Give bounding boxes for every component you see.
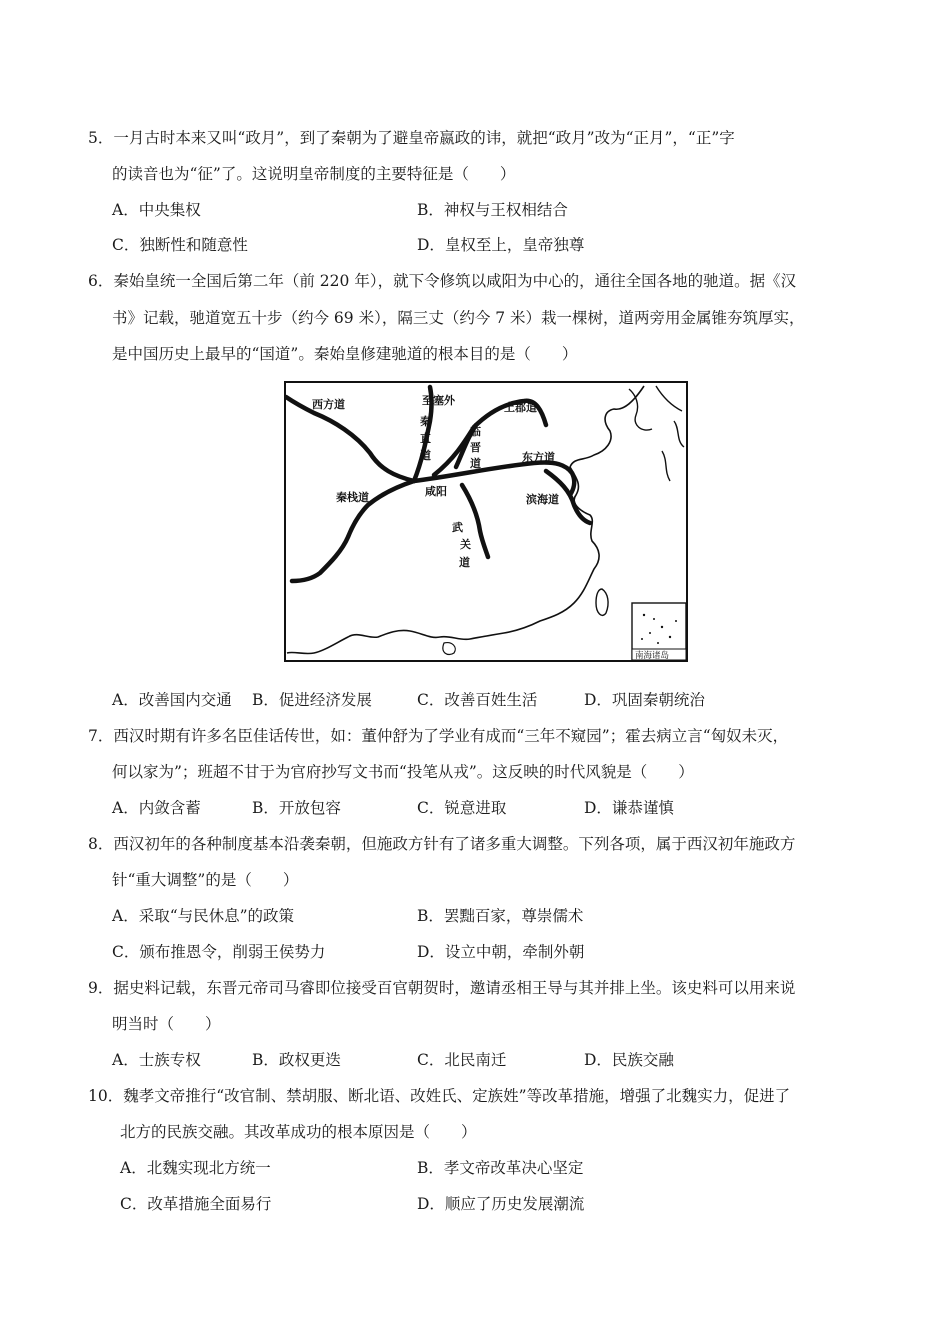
question-8-option-d[interactable]: D．设立中朝，牵制外朝 xyxy=(417,943,585,961)
question-7-option-c[interactable]: C．锐意进取 xyxy=(417,799,507,817)
question-6-stem-3: 是中国历史上最早的“国道”。秦始皇修建驰道的根本目的是（ ） xyxy=(112,345,578,363)
question-6-option-a[interactable]: A．改善国内交通 xyxy=(112,691,232,709)
question-9-option-b[interactable]: B．政权更迭 xyxy=(252,1051,341,1069)
label-linjin-1: 临 xyxy=(470,425,481,438)
question-10-option-a[interactable]: A．北魏实现北方统一 xyxy=(120,1159,271,1177)
question-6-stem-2: 书》记载，驰道宽五十步（约今 69 米），隔三丈（约今 7 米）栽一棵树，道两旁用金属锥夯筑厚实， xyxy=(112,309,805,327)
question-5-option-d[interactable]: D．皇权至上，皇帝独尊 xyxy=(417,236,585,254)
question-8-option-b[interactable]: B．罢黜百家，尊崇儒术 xyxy=(417,907,584,925)
label-linjin-2: 晋 xyxy=(470,441,481,454)
question-5-number: 5． xyxy=(88,129,114,147)
question-6-number: 6． xyxy=(88,272,114,290)
question-10-option-b[interactable]: B．孝文帝改革决心坚定 xyxy=(417,1159,584,1177)
label-binhai-road: 滨海道 xyxy=(526,493,559,506)
question-5-line-1 xyxy=(88,127,735,149)
question-7-line-1 xyxy=(88,725,788,747)
label-south-sea-islands: 南海诸岛 xyxy=(635,651,670,661)
label-east-road: 东方道 xyxy=(522,451,555,464)
label-xianyang: 咸阳 xyxy=(425,485,447,498)
question-9-stem-1: 据史料记载，东晋元帝司马睿即位接受百官朝贺时，邀请丞相王导与其并排上坐。该史料可以用来说 xyxy=(113,979,796,997)
question-7-stem-2: 何以家为”；班超不甘于为官府抄写文书而“投笔从戎”。这反映的时代风貌是（ ） xyxy=(112,763,694,781)
question-8-option-c[interactable]: C．颁布推恩令，削弱王侯势力 xyxy=(112,943,326,961)
question-9-stem-2: 明当时（ ） xyxy=(112,1015,221,1033)
question-8-stem-1: 西汉初年的各种制度基本沿袭秦朝，但施政方针有了诸多重大调整。下列各项，属于西汉初年施政方 xyxy=(113,835,796,853)
question-7-number: 7． xyxy=(88,727,114,745)
label-wuguan-1: 武 xyxy=(452,521,463,534)
question-10-stem-1: 魏孝文帝推行“改官制、禁胡服、断北语、改姓氏、定族姓”等改革措施，增强了北魏实力，促进了 xyxy=(123,1087,791,1105)
label-to-frontier: 至塞外 xyxy=(422,394,455,407)
label-zhidao-2: 直 xyxy=(420,432,431,445)
qin-roads-map xyxy=(284,381,688,662)
question-10-number: 10． xyxy=(88,1087,124,1105)
label-west-road: 西方道 xyxy=(312,398,345,411)
question-6-option-c[interactable]: C．改善百姓生活 xyxy=(417,691,538,709)
question-10-stem-2: 北方的民族交融。其改革成功的根本原因是（ ） xyxy=(120,1123,477,1141)
question-7-option-a[interactable]: A．内敛含蓄 xyxy=(112,799,201,817)
question-9-option-d[interactable]: D．民族交融 xyxy=(584,1051,674,1069)
question-8-line-1 xyxy=(88,833,795,855)
question-5-option-c[interactable]: C．独断性和随意性 xyxy=(112,236,248,254)
label-shangjun-road: 上郡道 xyxy=(504,401,537,414)
label-wuguan-2: 关 xyxy=(460,538,471,551)
question-9-option-a[interactable]: A．士族专权 xyxy=(112,1051,201,1069)
question-5-stem-1: 一月古时本来又叫“政月”，到了秦朝为了避皇帝嬴政的讳，就把“政月”改为“正月”，“正”字 xyxy=(113,129,735,147)
question-5-option-b[interactable]: B．神权与王权相结合 xyxy=(417,201,568,219)
label-wuguan-3: 道 xyxy=(459,556,470,569)
question-8-stem-2: 针“重大调整”的是（ ） xyxy=(112,871,299,889)
label-zhidao-3: 道 xyxy=(420,449,431,462)
map-frame xyxy=(285,382,687,661)
question-6-option-b[interactable]: B．促进经济发展 xyxy=(252,691,372,709)
question-8-number: 8． xyxy=(88,835,114,853)
question-7-option-b[interactable]: B．开放包容 xyxy=(252,799,341,817)
qin-roads-map-figure xyxy=(284,381,688,662)
label-zhidao-1: 秦 xyxy=(420,415,431,428)
question-8-option-a[interactable]: A．采取“与民休息”的政策 xyxy=(112,907,295,925)
question-6-option-d[interactable]: D．巩固秦朝统治 xyxy=(584,691,705,709)
question-6-stem-1: 秦始皇统一全国后第二年（前 220 年），就下令修筑以咸阳为中心的，通往全国各地的驰道。据《汉 xyxy=(113,272,797,290)
question-9-line-1 xyxy=(88,977,795,999)
question-6-line-1 xyxy=(88,270,796,292)
question-5-stem-2: 的读音也为“征”了。这说明皇帝制度的主要特征是（ ） xyxy=(112,165,516,183)
label-linjin-3: 道 xyxy=(470,457,481,470)
question-9-option-c[interactable]: C．北民南迁 xyxy=(417,1051,507,1069)
question-10-line-1 xyxy=(88,1085,790,1107)
question-7-option-d[interactable]: D．谦恭谨慎 xyxy=(584,799,674,817)
question-10-option-d[interactable]: D．顺应了历史发展潮流 xyxy=(417,1195,585,1213)
question-5-option-a[interactable]: A．中央集权 xyxy=(112,201,201,219)
question-10-option-c[interactable]: C．改革措施全面易行 xyxy=(120,1195,272,1213)
label-qinzhan-road: 秦栈道 xyxy=(336,491,369,504)
question-7-stem-1: 西汉时期有许多名臣佳话传世，如：董仲舒为了学业有成而“三年不窥园”；霍去病立言“匈奴未灭， xyxy=(113,727,789,745)
question-9-number: 9． xyxy=(88,979,114,997)
